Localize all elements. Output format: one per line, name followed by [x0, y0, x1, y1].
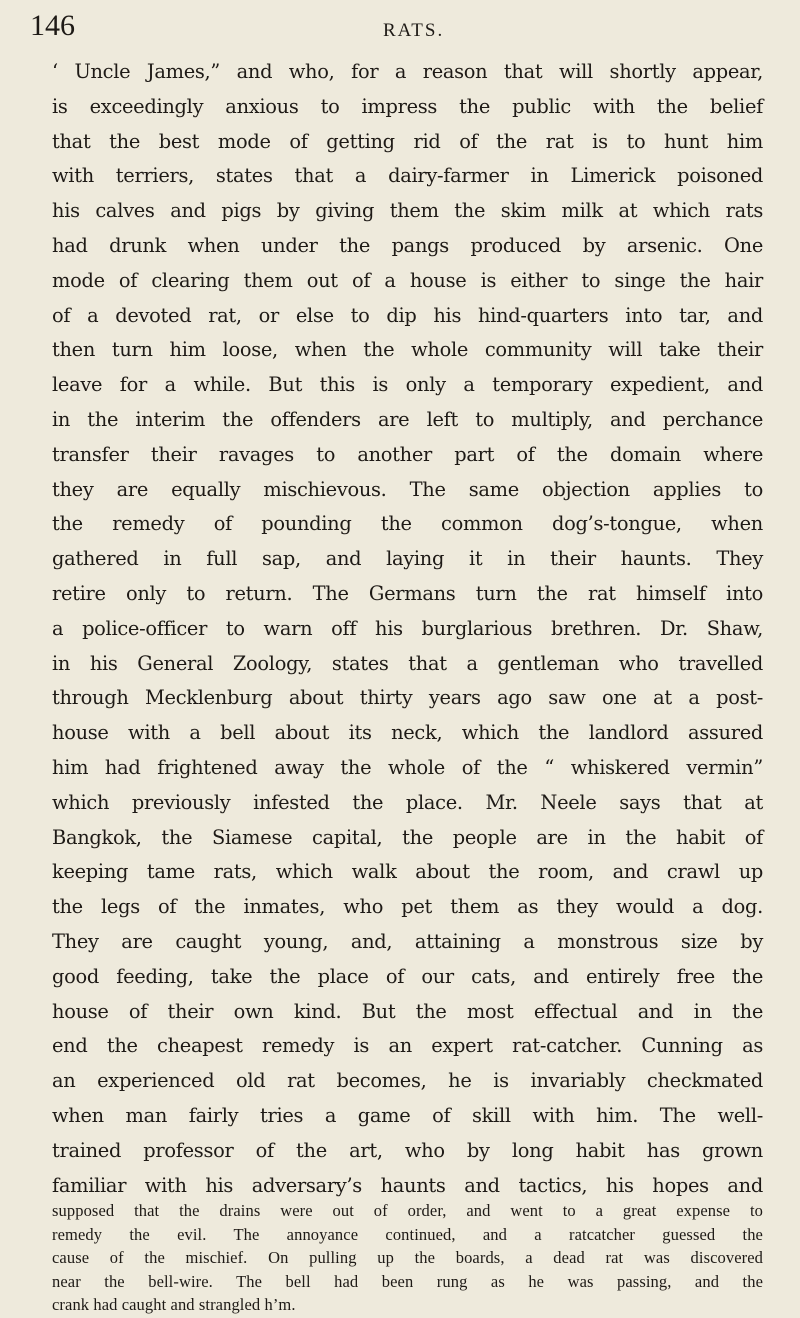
- body-line: trained professor of the art, who by long habit has grown: [52, 1138, 763, 1162]
- body-line: had drunk when under the pangs produced by arsenic. One: [52, 233, 763, 257]
- body-line: him had frightened away the whole of the “ whiskered vermin”: [52, 755, 763, 779]
- running-head: [30, 6, 770, 46]
- body-line: then turn him loose, when the whole community will take their: [52, 338, 763, 362]
- body-line: ‘ Uncle James,” and who, for a reason that will shortly appear,: [52, 60, 763, 83]
- body-line: familiar with his adversary’s haunts and tactics, his hopes and: [52, 1173, 763, 1197]
- body-line: they are equally mischievous. The same objection applies to: [52, 477, 763, 501]
- body-line: transfer their ravages to another part of the domain where: [52, 442, 763, 466]
- body-line: which previously infested the place. Mr. Neele says that at: [52, 790, 763, 814]
- body-line: mode of clearing them out of a house is either to singe the hair: [52, 268, 763, 292]
- body-line: in his General Zoology, states that a gentleman who travelled: [52, 651, 763, 675]
- body-line: leave for a while. But this is only a temporary expedient, and: [52, 373, 763, 397]
- body-line: end the cheapest remedy is an expert rat-catcher. Cunning as: [52, 1034, 763, 1058]
- body-line: a police-officer to warn off his burglarious brethren. Dr. Shaw,: [52, 616, 763, 640]
- body-line: keeping tame rats, which walk about the room, and crawl up: [52, 860, 763, 884]
- body-line: the remedy of pounding the common dog’s-tongue, when: [52, 512, 763, 536]
- footnote-line: supposed that the drains were out of order, and went to a great expense to: [52, 1201, 763, 1220]
- body-line: his calves and pigs by giving them the skim milk at which rats: [52, 199, 763, 223]
- body-line: in the interim the offenders are left to multiply, and perchance: [52, 407, 763, 431]
- body-line: when man fairly tries a game of skill with him. The well-: [52, 1103, 763, 1127]
- body-line: an experienced old rat becomes, he is invariably checkmated: [52, 1069, 763, 1093]
- footnote-line: remedy the evil. The annoyance continued, and a ratcatcher guessed the: [52, 1224, 763, 1244]
- running-title: RATS.: [383, 20, 445, 41]
- body-line: gathered in full sap, and laying it in their haunts. They: [52, 547, 763, 571]
- footnote-line: near the bell-wire. The bell had been rung as he was passing, and the: [52, 1271, 763, 1291]
- body-line: the legs of the inmates, who pet them as they would a dog.: [52, 895, 763, 919]
- body-line: that the best mode of getting rid of the rat is to hunt him: [52, 129, 763, 153]
- body-line: house with a bell about its neck, which the landlord assured: [52, 721, 763, 745]
- body-line: of a devoted rat, or else to dip his hind-quarters into tar, and: [52, 303, 763, 327]
- body-line: good feeding, take the place of our cats, and entirely free the: [52, 964, 763, 988]
- footnote-line: crank had caught and strangled h’m.: [52, 1295, 296, 1314]
- body-line: through Mecklenburg about thirty years ago saw one at a post-: [52, 686, 763, 710]
- page-number: 146: [30, 9, 75, 42]
- body-line: house of their own kind. But the most effectual and in the: [52, 999, 763, 1023]
- body-line: They are caught young, and, attaining a monstrous size by: [52, 929, 763, 953]
- footnote-line: cause of the mischief. On pulling up the boards, a dead rat was discovered: [52, 1248, 763, 1267]
- body-line: with terriers, states that a dairy-farmer in Limerick poisoned: [52, 164, 763, 188]
- body-line: is exceedingly anxious to impress the public with the belief: [52, 94, 763, 118]
- body-text: [52, 55, 763, 1203]
- footnote: [52, 1199, 763, 1317]
- body-line: Bangkok, the Siamese capital, the people are in the habit of: [52, 825, 763, 849]
- body-line: retire only to return. The Germans turn the rat himself into: [52, 581, 763, 605]
